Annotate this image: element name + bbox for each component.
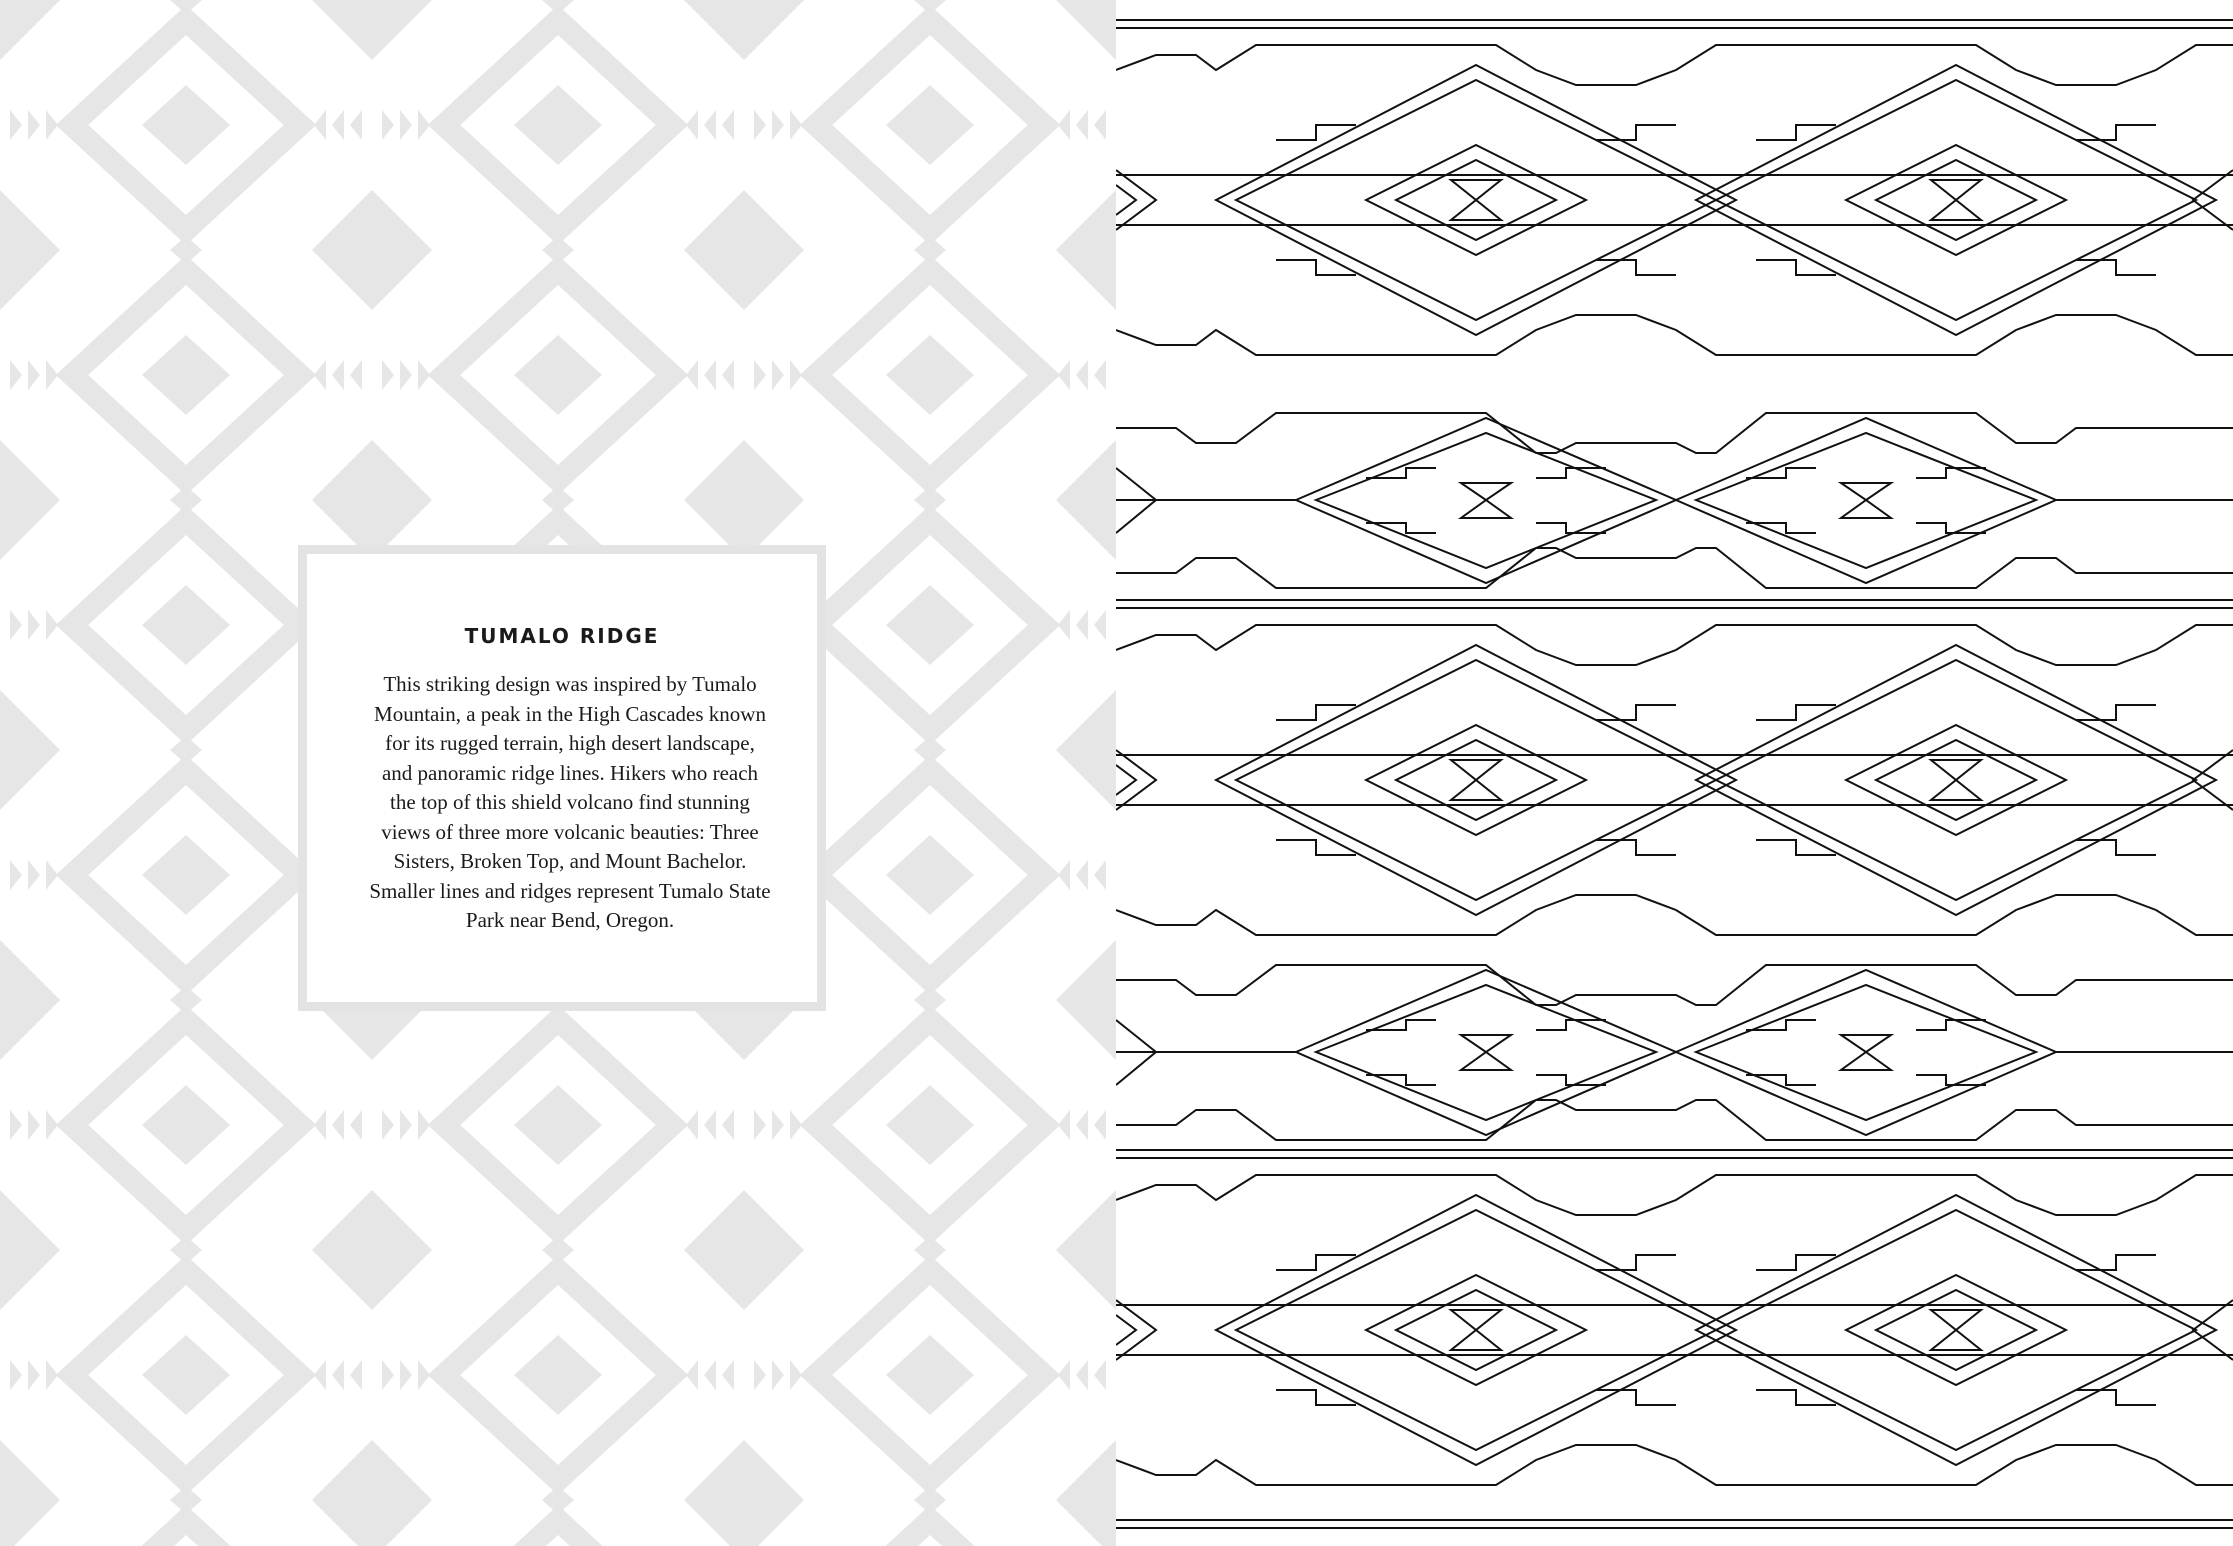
- card-body-line: Park near Bend, Oregon.: [465, 908, 675, 932]
- line-art-pattern: [1116, 0, 2233, 1546]
- card-body-line: views of three more volcanic beauties: Three: [381, 819, 759, 844]
- card-body-line: Smaller lines and ridges represent Tumalo State: [369, 878, 771, 903]
- right-page: [1116, 0, 2233, 1546]
- card-title: TUMALO RIDGE: [464, 624, 660, 648]
- card-body-line: This striking design was inspired by Tumalo: [383, 672, 757, 696]
- card-body-line: and panoramic ridge lines. Hikers who reach: [381, 760, 759, 785]
- left-page: [0, 0, 1116, 1546]
- card-body-line: Mountain, a peak in the High Cascades known: [374, 701, 766, 726]
- card-body-line: for its rugged terrain, high desert landscape,: [385, 731, 755, 755]
- card-body-line: Sisters, Broken Top, and Mount Bachelor.: [393, 849, 747, 873]
- card-body-line: the top of this shield volcano find stunning: [390, 790, 750, 814]
- description-card: [298, 545, 826, 1011]
- card-body: [347, 670, 793, 936]
